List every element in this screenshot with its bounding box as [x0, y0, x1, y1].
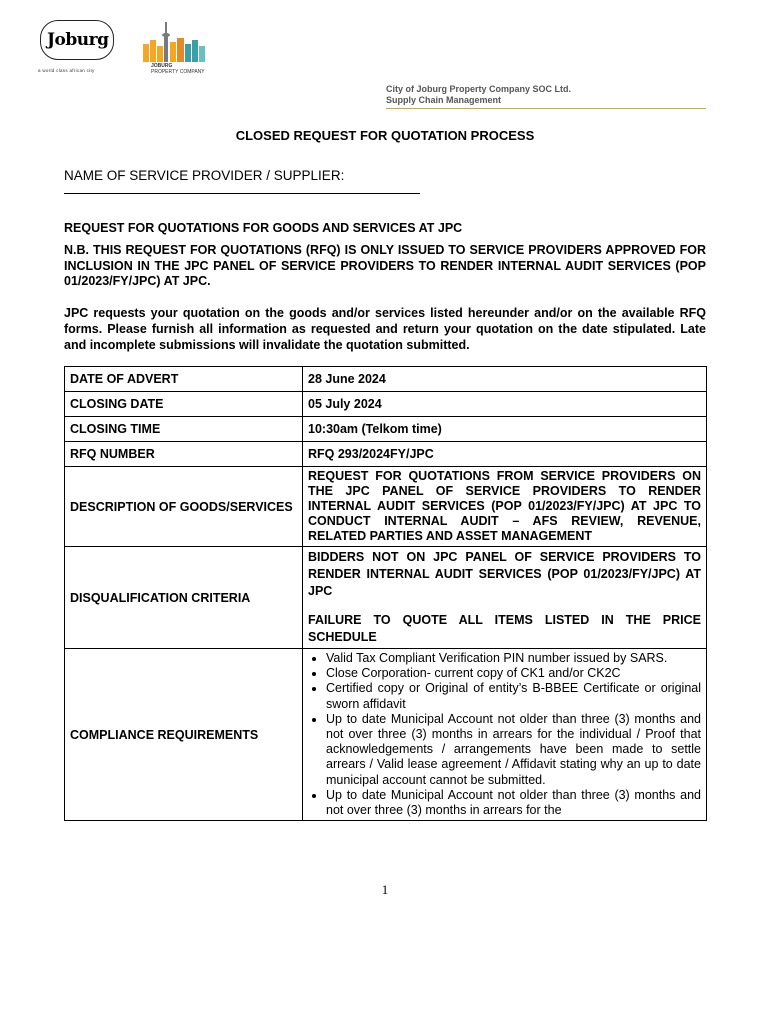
company-name: City of Joburg Property Company SOC Ltd.: [386, 84, 572, 94]
jpc-name-line1: JOBURG: [151, 63, 173, 69]
compliance-value: [303, 649, 707, 821]
joburg-logo-text: Joburg: [47, 30, 109, 50]
date-of-advert-label: DATE OF ADVERT: [65, 367, 303, 392]
table-row: [65, 417, 707, 442]
jpc-skyline-logo: [143, 18, 213, 64]
list-item: • Up to date Municipal Account not older than three (3) months and not over three (3) months in arrears for the: [326, 788, 701, 818]
table-row: [65, 392, 707, 417]
description-value: REQUEST FOR QUOTATIONS FROM SERVICE PROVIDERS ON THE JPC PANEL OF SERVICE PROVIDERS TO RENDER INTERNAL AUDIT SERVICES (POP 01/2023/FY/JPC) AT JPC TO CONDUCT INTERNAL AUDIT – AFS REVIEW, REVENUE, RELATED PARTIES AND ASSET MANAGEMENT: [303, 467, 707, 547]
closing-date-value: 05 July 2024: [303, 392, 707, 417]
disqualification-criterion-1: BIDDERS NOT ON JPC PANEL OF SERVICE PROVIDERS TO RENDER INTERNAL AUDIT SERVICES (POP 01/2023/FY/JPC) AT JPC: [308, 550, 701, 598]
table-row: [65, 649, 707, 821]
supplier-label: NAME OF SERVICE PROVIDER / SUPPLIER:: [64, 168, 345, 183]
disqualification-label: DISQUALIFICATION CRITERIA: [65, 547, 303, 649]
intro-paragraph: JPC requests your quotation on the goods and/or services listed hereunder and/or on the available RFQ forms. Please furnish all information as requested and return your quotation on the date stipulated. Late and incomplete submissions will invalidate the quotation submitted.: [64, 306, 706, 352]
list-item: • Up to date Municipal Account not older than three (3) months and not over three (3) months in arrears for the individual / Proof that acknowledgements / arrangements have been made to settle arrears / Valid lease agreement / Affidavit stating why an up to date municipal account cannot be submitted.: [326, 712, 701, 788]
joburg-tagline: a world class african city: [38, 68, 95, 73]
document-title: CLOSED REQUEST FOR QUOTATION PROCESS: [235, 128, 535, 143]
list-item: • Certified copy or Original of entity’s B-BBEE Certificate or original sworn affidavit: [326, 681, 701, 711]
supplier-name-line[interactable]: [64, 193, 420, 194]
table-row: [65, 467, 707, 547]
disqualification-criterion-2: FAILURE TO QUOTE ALL ITEMS LISTED IN THE PRICE SCHEDULE: [308, 613, 701, 644]
date-of-advert-value: 28 June 2024: [303, 367, 707, 392]
jpc-name-line2: PROPERTY COMPANY: [151, 69, 205, 75]
letterhead: [386, 84, 571, 106]
disqualification-value: [303, 547, 707, 649]
nb-notice: N.B. THIS REQUEST FOR QUOTATIONS (RFQ) IS ONLY ISSUED TO SERVICE PROVIDERS APPROVED FOR INCLUSION IN THE JPC PANEL OF SERVICE PROVIDERS TO RENDER INTERNAL AUDIT SERVICES (POP 01/2023/FY/JPC) AT JPC.: [64, 243, 706, 288]
description-label: DESCRIPTION OF GOODS/SERVICES: [65, 467, 303, 547]
table-row: [65, 547, 707, 649]
table-row: [65, 442, 707, 467]
compliance-list: [308, 651, 701, 818]
closing-date-label: CLOSING DATE: [65, 392, 303, 417]
rfq-number-value: RFQ 293/2024FY/JPC: [303, 442, 707, 467]
rfq-number-label: RFQ NUMBER: [65, 442, 303, 467]
list-item: • Close Corporation- current copy of CK1 and/or CK2C: [326, 666, 701, 681]
page-number: 1: [381, 882, 389, 897]
list-item: • Valid Tax Compliant Verification PIN number issued by SARS.: [326, 651, 701, 666]
closing-time-label: CLOSING TIME: [65, 417, 303, 442]
closing-time-value: 10:30am (Telkom time): [303, 417, 707, 442]
table-row: [65, 367, 707, 392]
header-rule: [386, 108, 706, 109]
department-name: Supply Chain Management: [386, 95, 502, 105]
rfq-details-table: [64, 366, 707, 821]
compliance-label: COMPLIANCE REQUIREMENTS: [65, 649, 303, 821]
section-heading: REQUEST FOR QUOTATIONS FOR GOODS AND SERVICES AT JPC: [64, 221, 463, 235]
